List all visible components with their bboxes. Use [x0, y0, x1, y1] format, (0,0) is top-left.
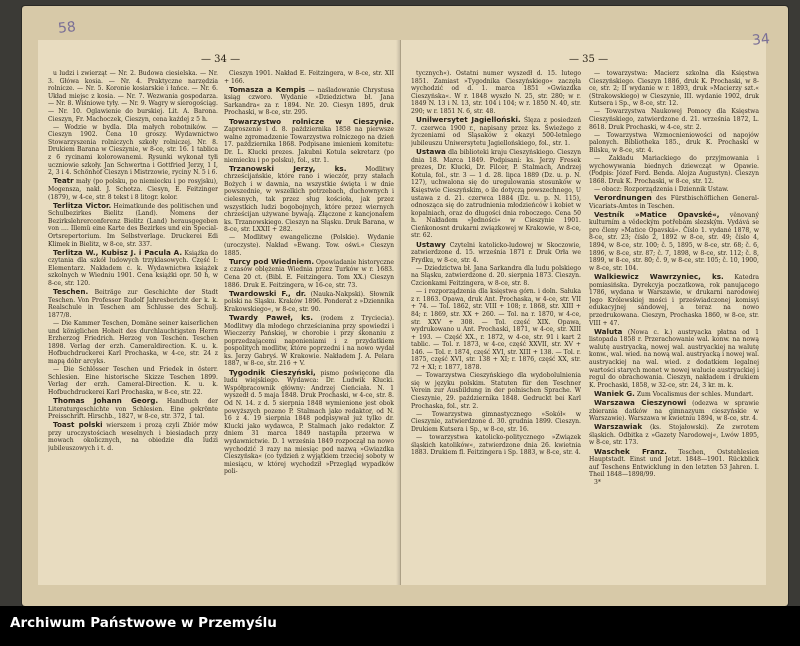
bibliography-entry [589, 448, 759, 479]
left-column-1 [48, 70, 218, 577]
entry-text: — naśladowanie Chrystusa ksiąg czworo. Wydanie »Dziedzictwa bł. Jana Sarkandra« za r. 1894. Nr. 20. Ciesyn 1895, druk Prochaski, w 8-ce, str. 295. [224, 86, 394, 117]
entry-heading: Terlitza W., Kubisz J. i Pacula A. [53, 247, 183, 257]
entry-text: — obacz: Rozporządzenia i Dziennik Ustaw. [594, 185, 729, 193]
bibliography-entry [48, 124, 218, 177]
entry-text: — i rozporządzenia dla księstwa górn. i doln. Sałuka z r. 1863. Opawa, druk Ant. Prochaska, w 4-ce, str. VII + 74. — Tol. 1862, str. VIII + 108; r. 1868, str. XIII + 84; r. 1869, str. XX + 260. — Tol. na r. 1870, w 4-ce, str. XXV + 308. — Tol. część XIX. Opawa, wydrukowano u Ant. Prochaski, 1871, w 4-ce, str. XIII + 193. — Część XX., r. 1872, w 4-ce, str. 91 i kart 2 tablic. — Tol. r. 1873, w 4-ce, część XXVII, str. XV + 146. — Tol. r. 1874, część XVI, str. XIII + 138. — Tol. r. 1875, część XVI, str. 138 + XI; r. 1876, część XX, str. 72 + XI; r. 1877, 1878. [411, 288, 581, 372]
entry-text: — towarzystwa katolicko-politycznego »Związek śląskich katolików«, zatwierdzone dnia 26. kwietnia 1883. Drukiem fl. Feitzingera i Sp. 1883, w 8-ce, str. 4. [411, 433, 581, 457]
entry-text: — towarzystwa: Macierz szkolna dla Księstwa Cieszyńskiego. Cieszyn 1886, druk K. Prochaski, w 8-ce, str. 2; II wydanie w r. 1893, druk »Macierzy szt.« (Strakowskiego) w Cieszynie, III. wydanie 1902, druk Kutsera i Sp., w 8-ce, str. 12. [589, 70, 759, 108]
bibliography-entry [589, 194, 759, 210]
bibliography-entry [589, 155, 759, 185]
bibliography-entry [224, 118, 394, 165]
page-left [38, 40, 401, 585]
entry-heading: Twardowski F., dr. [229, 288, 307, 298]
bibliography-entry [224, 86, 394, 117]
bibliography-entry [411, 116, 581, 147]
entry-text: (ks. Stojałowski). Ze zwrotem śląskich. Odbitka z »Gazety Narodowej«, Lwów 1895, w 8-ce, str. 173. [589, 424, 759, 447]
pencil-mark-left: 58 [57, 19, 77, 37]
bibliography-entry [589, 70, 759, 108]
entry-text: mały (po polsku, po niemiecku i po rosyjsku), Mogensza, nakł. J. Schotza. Ciesyn, E. Feitzinger (1879), w 4-ce, str. 8 tekst i 8 litogr. kolor. [48, 178, 218, 201]
bibliography-entry [589, 132, 759, 155]
bibliography-entry [411, 148, 581, 240]
entry-heading: Teschen. [53, 287, 89, 297]
entry-text: tycznych«). Ostatni numer wyszedł d. 15. lutego 1851. Zamiast »Tygodnika Cieszyńskiego« zaczęła wychodzić od d. 1. marca 1851 »Gwiazdka Cieszyńska«. W r. 1848 wyszło N. 25, str. 280; w r. 1849 N. 13 i N. 13, str. 104 i 104; w r. 1850 N. 40, str. 290; w r. 1851 N. 6, str. 48. [411, 70, 581, 115]
entry-heading: Walkiewicz Wawrzyniec, ks. [594, 271, 724, 281]
entry-text: 3* [594, 479, 601, 487]
entry-text: (Nauka-Nakpski). Słownik polski na Sląsku. Kraków 1896. Ponderat z »Dziennika Krakowskiego«, w 8-ce, str. 90. [224, 290, 394, 313]
entry-text: u ludzi i zwierząt — Nr. 2. Budowa ciesielska. — Nr. 3. Główa kosia. — Nr. 4. Praktyczne narzędzia rolnicze. — Nr. 5. Koronie kosiarskie i łańce. — Nr. 6. Układ miejsc z kosia. — Nr. 7. Wezwania gospodarza. — Nr. 8. Wiśniowe tyły. — Nr. 9. Wagry w sierogościąg. — Nr. 10. Oglawienie do burskiej. Lit. A. Barona. Cieszyn, Fr. Machoczek, Cieszyn, cena każdej z 5 h. [48, 70, 218, 123]
entry-text: — Towarzystwa Naukowej Pomocy dla Księstwa Cieszyńskiego, zatwierdzone d. 21. września 1872, L. 8618. Druk Prochaski, w 4-ce, str. 2. [589, 108, 759, 131]
entry-heading: Waschek Franz. [594, 446, 667, 456]
entry-heading: Twardy Paweł, ks. [229, 312, 313, 322]
entry-text: Katedra pomiasińska. Dyrekcyja poczatkowa, rok panującego 1786, wydana w Warszawie, w drukarni narodowej Jego Królewskiej mości i przeświadczonej komisyi edukacyjnej sándowej, a teraz na nowo przedrukowana. Cieszyn, Prochaska 1860, w 8-ce, str. VIII + 47. [589, 273, 759, 327]
left-column-2 [224, 70, 394, 577]
entry-text: — Towarzystwa gimnastycznego »Sokół« w Cieszynie, zatwierdzone d. 30. grudnia 1899. Cieszyn. Drukiem Kutsera i Sp., w 8-ce, str. 16. [411, 410, 581, 433]
bibliography-entry [48, 70, 218, 123]
entry-text: des Fürstbischöflichen General-Vicariats-Amtes in Teschen. [589, 195, 759, 210]
bibliography-entry [411, 70, 581, 116]
bibliography-entry [589, 211, 759, 273]
entry-text: Zaproszenie i d. 8. października 1858 na pierwsze walne zgromadzenie Towarzystwa rolniczego na dzień 17. października 1868. Podpisane imieniem komitetu: Dr. L. Klucki prezes. Jakubni Kotula sekretarz (po niemiecku i po polsku), fol., str. 1. [224, 126, 394, 164]
entry-text: (odezwa w sprawie zbierania datków na gimnazyum cieszyńskie w Warszawie). Warszawa w kwietniu 1894, w 8-ce, str. 4. [589, 399, 759, 423]
bibliography-entry [224, 290, 394, 314]
entry-heading: Ustawy [416, 239, 446, 249]
bibliography-entry [224, 165, 394, 234]
bibliography-entry [48, 288, 218, 319]
archive-footer [0, 606, 800, 646]
entry-text: Zum Vocalismus der schles. Mundart. [636, 390, 754, 398]
entry-text: Teschen, Oststehlesien Hauptstadt. Einst und Jetzt. 1848—1901. Rückblick auf Teschens Entwicklung in den letzten 53 Jahren. I. Theil 1848—1898/99. [589, 448, 759, 479]
bibliography-entry [224, 369, 394, 476]
entry-heading: Verordnungen [594, 193, 652, 202]
bibliography-entry [411, 241, 581, 265]
entry-text: Handbuch der Literaturgeschichte von Schlesien. Eine gekrönte Preisschrift. Hirschb., 1827, w 8-ce, str. 372, 1 tal. [48, 397, 218, 421]
bibliography-entry [411, 411, 581, 434]
entry-text: Czytelni katolicko-ludowej w Skoczowie, zatwierdzone d. 15. września 1871 r. Druk Orła we Frydku, w 8-ce, str. 4. [411, 241, 581, 264]
entry-text: — Zakładu Mariackiego do przyjmowania i wychowywania biednych dziewcząt w Opawie. (Podpis: Józef Ferd. Benda. Alojza Augustyn). Cieszyn 1868. Druk K. Prochaski, w 8-ce, str. 12. [589, 155, 759, 185]
entry-heading: Terlitza Victor. [53, 200, 112, 210]
entry-heading: Warszawa Cieszynowi [594, 397, 687, 407]
entry-text: (Nowa c. k.) austryacka płatna od 1 listopada 1858 r. Przerachowanie wal. konw. na nową walutę austryacką, nowej wal. austryackiej na walutę konw., wal. wied. na nową wal. austryacką i nowej wal. austryackiej na wal. wied. z dodatkiem legalnej wartości starych monet w nowej walucie austryackiej i regul do obrachowania. Cieszyn, nakładem i drukiem K. Prochaski, 1858, w 32-ce, str. 24, 3 kr. m. k. [589, 328, 759, 389]
entry-text: věnovaný kulturním a vědeckým potřebám slezským. Vydává se pro členy »Matice Opavská«. Číslo 1. vydané 1878, w 8-ce, str. 23; číslo 2, 1892 w 8-ce, str. 49; číslo 4, 1894, w 8-ce, str. 100; č. 5, 1895, w 8-ce, str. 68; č. 6, 1896, w 8-ce, str. 87; č. 7, 1898, w 8-ce, str. 112; č. 8, 1899, w 8-ce, str. 80; č. 9, w 8-ce, str. 105; č. 10, 1900, w 8-ce, str. 104. [589, 211, 759, 272]
entry-text: — Modlitwy ewangeliczne (Polskie). Wydanie (uroczyste). Nakład »Ewang. Tow. oświ.« Cieszyn 1885. [224, 234, 394, 257]
bibliography-entry [589, 108, 759, 131]
bibliography-entry [589, 423, 759, 447]
entry-text: pismo poświęcone dla ludu wiejskiego. Wydawca: Dr. Ludwik Klucki. Współpracownik główny: Andrzej Cieńciała. N. 1 wyszedł d. 5 maja 1848. Druk Prochaski, w 4-ce, str. 8. Od N. 14. z d. 5 sierpnia 1848 wymienione jest obok powyższych pozeno P. Stalmach jako redaktor, od N. 16 z 4. 19 sierpnia 1848 podpisywał już tylko dr. Klucki jako wydawca, P. Stalmach jako redaktor. Z dniem 31 marca 1849 nastąpiła przerwa w wydawnictwie. D. 1 września 1849 rozpoczął na nowo wychodzić 3 razy na miesiąc pod nazwą »Gwiazdka Cieszyńska« (co tydzień z wyjątkiem trzeciej soboty w miesiącu, w której wychodził »Przegląd wypadków poli- [224, 369, 394, 476]
entry-heading: Teatr [53, 176, 74, 186]
bibliography-entry [224, 70, 394, 85]
bibliography-entry [411, 288, 581, 372]
bibliography-entry [48, 397, 218, 421]
entry-text: Beiträge zur Geschichte der Stadt Teschen. Von Professor Rudolf Jahresbericht der k. k. Realschule in Teschen am Schlusse des Schulj. 1877/8. [48, 289, 218, 319]
entry-heading: Towarzystwo rolnicze w Cieszynie. [229, 116, 394, 126]
entry-heading: Thomas Johann Georg. [53, 395, 159, 405]
bibliography-entry [589, 273, 759, 327]
entry-text: — Die Kammer Teschen, Domäne seiner kaiserlichen und königlichen Hoheit des durchlauchtigsten Herrn Erzherzog Friedrich. Herzog von Teschen. Teschen 1898. Verlag der erzh. Cameraldirection. K. u. k. Hofbuchdruckerei Karl Prochaska, w 4-ce, str. 24 z mapą dóbr arcyks. [48, 320, 218, 365]
bibliography-entry [589, 328, 759, 390]
bibliography-entry [224, 258, 394, 289]
entry-text: Modlitwy chrześcijańskie, które rano i wieczór, przy stałach Bożych i w dawnia, na wszystkie święta i w dnie powszednie, w wszelkich potrzebach, duchownych i cielesnych, tak przez sług kościoła, jak przez wszystkich ludzi bogobojnych, które przez wiernych chrześcijan używane bywają. Złączone z kancjonałem ks. Trzanowskiego. Cieszyn na Sląsku. Druk Barana, w 8-ce, str. LXXII + 282. [224, 165, 394, 234]
entry-text: Heimatkunde des politischen und Schulbezirkes Bielitz (Land). Nomens der Bezirkslehrerconferenz Bielitz (Land) herausgegeben von .... Illemü eine Karte des Bezirkes und ein Special-Ortsrepertorium. Im Selbstverlage. Druckerei Edi Klimek in Bielitz, w 8-ce, str. 337. [48, 202, 218, 248]
entry-text: — Towarzystwa Cieszyńskiego dla wydobolulnienia się w języku polskim. Statuten für den Teschner Verein zur Ausbildung in der polnischen Sprache. W Cieszynie, 29. października 1848. Gedruckt bei Karl Prochaska, fol., str. 2. [411, 372, 581, 410]
entry-text: wierszem i prozą czyli Zbiór mów przy uroczystościach weselnych i biesiadach przy mowach okolicznych, na obiedzie dla ludzi jubileuszowych i t. d. [48, 422, 218, 452]
page-number-left: — 34 — [201, 54, 241, 65]
bibliography-entry [48, 202, 218, 249]
entry-heading: Trzanowski Jerzy, ks. [229, 163, 347, 173]
bibliography-entry [48, 249, 218, 288]
bibliography-entry [411, 372, 581, 410]
bibliography-entry [589, 399, 759, 423]
entry-heading: Toast polski [53, 420, 103, 430]
entry-heading: Tomasza a Kempis [229, 84, 306, 94]
entry-text: Ślęza z posiedzeń 7. czerwca 1900 r., napisany przez ks. Świeżego z życzeniami od Sląsaków z okazyi 500-letniego jubileuszu Uniwersytetu Jagiellońskiego, fol., str. 1. [411, 117, 581, 147]
entry-heading: Waniek G. [594, 388, 635, 398]
entry-text: dla biblioteki kraju Cieszyńskiego. Cieszyn dnia 18. Marca 1849. Podpisani: ks. Jerzy Fresek prezes, Dr. Klucki, Dr. Filcer, P. Stalmach, Andrzej Kotula, fol., str. 3 — 1 d. 28. lipca 1889 (Dz. u. p. N. 127), uchwalona się do uregulowania stosunków w Księstwie Cieszyńskim, o ile dotyczą powszechnego, U ustawa z d. 21. czerwca 1884 (Dz. u. p. N. 115), odnosząca się do zatrudnienia młodzieńców i kobiet w kopalniach, oraz do długości dnia roboczego. Cena 50 h. Nakładem »Jedności« w Cieszynie 1901. Cieńkonosnt drukarni związkowej w Krakowie, w 8-ce, str. 62. [411, 148, 581, 240]
entry-text: (rodem z Tryciecia). Modlitwy dla młodego chrześcianina przy spowiedzi i Wieczerzy Pańskiej, w chorobie i przy śkonaniu z poprzedzającemi naponieniami i z przydatkiem pospolitych modlitw, które poprzedni i na nowo wydał ks. Jerzy Gabryś. W Krakowie. Nakładem J. A. Pelara 1887, w 8-ce, str. 216 + V. [224, 314, 394, 368]
bibliography-entry [411, 434, 581, 457]
bibliography-entry [48, 366, 218, 396]
entry-text: Cieszyn 1901. Nakład E. Feitzingera, w 8-ce, str. XII + 166. [224, 70, 394, 85]
entry-text: — Wodzie w bydla. Dla małych robotników. — Cieszyn 1902. Cena 10 groszy. Wydawnictwo Stowarzyszenia rolniczych szkoły rolniczej. Nr. 8. Drukiem Barana w Cieszynie, w 8-ce, str. 16. 1 tablica z 6 rycinami kolorowanemi. Rysunki wykonał tyłi uczniowie szkoły. Jan Schwertna i Gottfried Jerzy, 1 I, 2, 3 i 4. Schönhof Cieszyn i Mistrzowie, ryciny N. 5 i 6. [48, 123, 218, 177]
pencil-mark-right: 34 [751, 31, 771, 49]
entry-heading: Unilwersytet Jagielloński. [416, 115, 521, 125]
bibliography-entry [224, 314, 394, 368]
entry-text: — Towarzystwa Wzmocnieniowości od napojów palonych. Bibliotheka 185., druk K. Prochaski w Bilsku, w 8-ce, str. 4. [589, 131, 759, 154]
entry-heading: Vestník »Matice Opavské«, [594, 209, 720, 219]
bibliography-entry [224, 234, 394, 257]
bibliography-entry [411, 265, 581, 288]
entry-heading: Waluta [594, 326, 623, 336]
entry-heading: Warszawiak [594, 422, 643, 432]
entry-heading: Tygodnik Cieszyński, [229, 367, 316, 377]
bibliography-entry [48, 320, 218, 366]
entry-text: — Dziedzictwa bł. Jana Sarkandra dla ludu polskiego na Sląsku, zatwierdzone d. 20. sierpnia 1873. Cieszyn. Czcionkami Feitzingera, w 8-ce, str. 8. [411, 264, 581, 288]
entry-text: — Die Schlösser Teschen und Friedek in österr. Schlesien. Eine historische Skizze Teschen 1899. Verlag der erzh. Cameral-Direction. K. u. k. Hofbuchdruckerei Karl Prochaska, w 8-ce, str. 22. [48, 366, 218, 396]
bibliography-entry [589, 479, 759, 487]
entry-heading: Turcy pod Wiedniem. [229, 256, 315, 266]
entry-heading: Ustawa [416, 146, 446, 156]
entry-text: Książka do czytania dla szkół ludowych trzyklasowych. Część I: Elementarz. Nakładem c. k. Wydawnictwa książek szkolnych w Wiedniu 1901. Cena książki opr. 50 h, w 8-ce, str. 120. [48, 249, 218, 288]
entry-text: Opowiadanie historyczne z czasów oblężenia Wiednia przez Turków w r. 1683. Cena 20 ct. (Bibl. E. Feitzingera. Tom XX.) Cieszyn 1886. Druk E. Feitzingera, w 16-ce, str. 73. [224, 258, 394, 289]
bibliography-entry [48, 177, 218, 201]
page-number-right: — 35 — [569, 54, 609, 65]
bibliography-entry [48, 421, 218, 452]
page-right [401, 40, 766, 585]
archive-label: Archiwum Państwowe w Przemyślu [10, 615, 277, 631]
right-column-2 [589, 70, 759, 577]
right-column-1 [411, 70, 581, 577]
